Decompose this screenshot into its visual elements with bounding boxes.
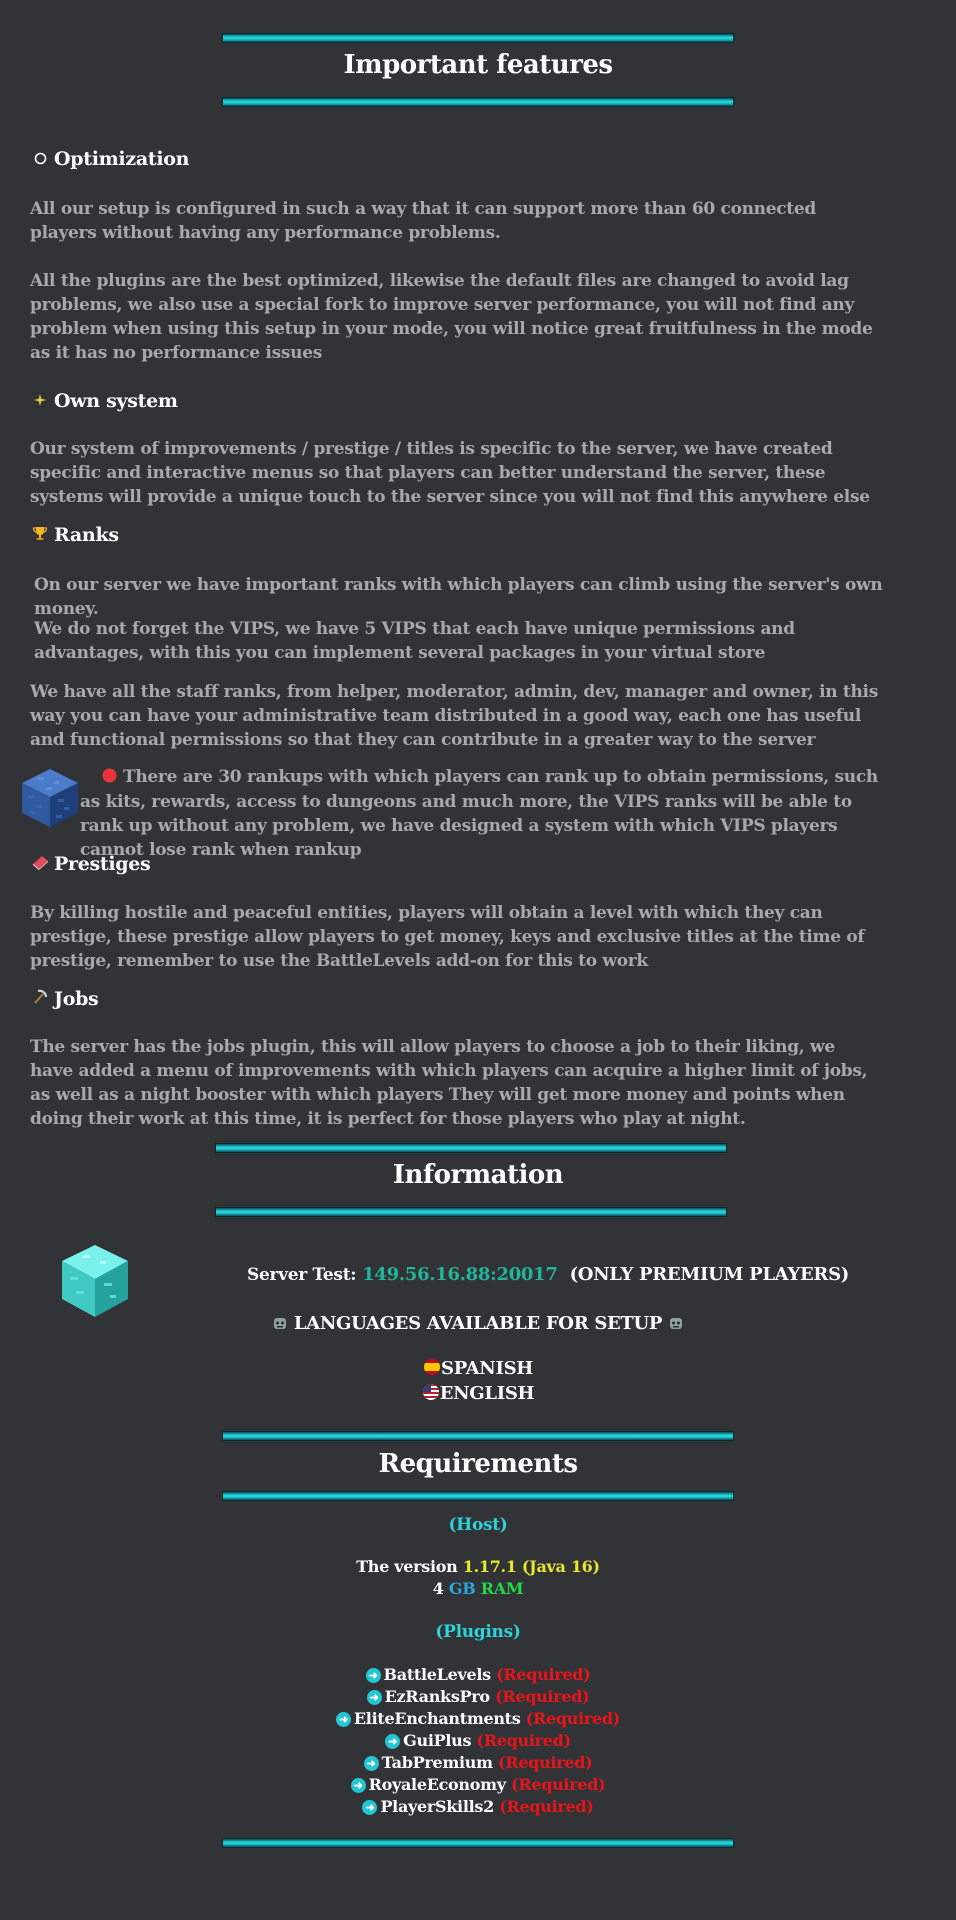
blue-wool-block-image [18, 765, 82, 829]
plugin-list [0, 1664, 956, 1818]
divider-bar [222, 1491, 734, 1501]
list-item: ➜ RoyaleEconomy (Required) [0, 1774, 956, 1796]
divider-bar [222, 1431, 734, 1441]
list-item: ➜ GuiPlus (Required) [0, 1730, 956, 1752]
jobs-text: The server has the jobs plugin, this will allow players to choose a job to their liking, we have added a menu of improvements with which players can acquire a higher limit of jobs, as well as a night booster with which players They will get more money and points when doing their work at this time, it is perfect for those players who play at night. [30, 1037, 868, 1129]
language-english: ENGLISH [0, 1383, 956, 1406]
languages-title-line: LANGUAGES AVAILABLE FOR SETUP [0, 1313, 956, 1336]
jobs-heading: Jobs [30, 988, 98, 1010]
ranks-heading: Ranks [30, 524, 119, 546]
arrow-right-icon: ➜ [366, 1668, 381, 1683]
information-title: Information [392, 1160, 564, 1190]
server-ip[interactable]: 149.56.16.88:20017 [362, 1264, 558, 1285]
version-line: The version 1.17.1 (Java 16) [356, 1557, 600, 1576]
list-item: ➜ TabPremium (Required) [0, 1752, 956, 1774]
own-system-text: Our system of improvements / prestige / titles is specific to the server, we have created specific and interactive menus so that players can better understand the server, these systems will provide a unique touch to the server since you will not find this anywhere else [30, 439, 870, 507]
server-info-line: Server Test: 149.56.16.88:20017 (ONLY PREMIUM PLAYERS) [247, 1264, 849, 1285]
optimization-text-1: All our setup is configured in such a way that it can support more than 60 connected players without having any performance problems. [30, 199, 816, 243]
divider-bar [222, 97, 734, 107]
divider-bar [222, 33, 734, 43]
robot-icon [272, 1315, 288, 1336]
optimization-heading: Optimization [30, 148, 189, 170]
ranks-text-1: On our server we have important ranks with which players can climb using the server's own money. [34, 575, 883, 619]
ram-line: 4 GB RAM [432, 1579, 524, 1598]
host-label: (Host) [448, 1515, 508, 1535]
arrow-right-icon: ➜ [385, 1734, 400, 1749]
arrow-right-icon: ➜ [351, 1778, 366, 1793]
own-system-heading: Own system [30, 390, 178, 412]
list-item: ➜ BattleLevels (Required) [0, 1664, 956, 1686]
usa-flag-icon [422, 1383, 440, 1406]
circle-icon [30, 151, 50, 169]
spain-flag-icon [423, 1358, 441, 1381]
arrow-right-icon: ➜ [364, 1756, 379, 1771]
list-item: ➜ PlayerSkills2 (Required) [0, 1796, 956, 1818]
divider-bar [215, 1143, 727, 1153]
sparkle-icon [30, 393, 50, 411]
features-title: Important features [343, 50, 613, 80]
ranks-text-2: We do not forget the VIPS, we have 5 VIPS that each have unique permissions and advantages, with this you can implement several packages in your virtual store [34, 619, 795, 663]
arrow-right-icon: ➜ [362, 1800, 377, 1815]
prestiges-text: By killing hostile and peaceful entities, players will obtain a level with which they can prestige, these prestige allow players to get money, keys and exclusive titles at the time of prestige, remember to use the BattleLevels add-on for this to work [30, 903, 865, 971]
language-spanish: SPANISH [0, 1358, 956, 1381]
trophy-icon [30, 525, 50, 545]
optimization-text-2: All the plugins are the best optimized, likewise the default files are changed to avoid lag problems, we also use a special fork to improve server performance, you will not find any problem when using this setup in your mode, you will notice great fruitfulness in the mode as it has no performance issues [30, 271, 873, 363]
pickaxe-icon [30, 989, 50, 1009]
red-circle-icon [102, 766, 117, 790]
list-item: ➜ EzRanksPro (Required) [0, 1686, 956, 1708]
ranks-text-3: We have all the staff ranks, from helper, moderator, admin, dev, manager and owner, in this way you can have your administrative team distributed in a good way, each one has useful and functional permissions so that they can contribute in a greater way to the server [30, 682, 878, 750]
requirements-title: Requirements [378, 1449, 578, 1479]
plugins-label: (Plugins) [435, 1622, 521, 1642]
arrow-right-icon: ➜ [367, 1690, 382, 1705]
book-icon [30, 855, 50, 874]
rankups-text: There are 30 rankups with which players can rank up to obtain permissions, such as kits, rewards, access to dungeons and much more, the VIPS ranks will be able to rank up without any problem, we have designed a system with which VIPS players cannot lose rank when rankup [80, 767, 878, 860]
list-item: ➜ EliteEnchantments (Required) [0, 1708, 956, 1730]
arrow-right-icon: ➜ [336, 1712, 351, 1727]
divider-bar [215, 1207, 727, 1217]
prestiges-heading: Prestiges [30, 853, 150, 875]
robot-icon [668, 1315, 684, 1336]
divider-bar [222, 1838, 734, 1848]
